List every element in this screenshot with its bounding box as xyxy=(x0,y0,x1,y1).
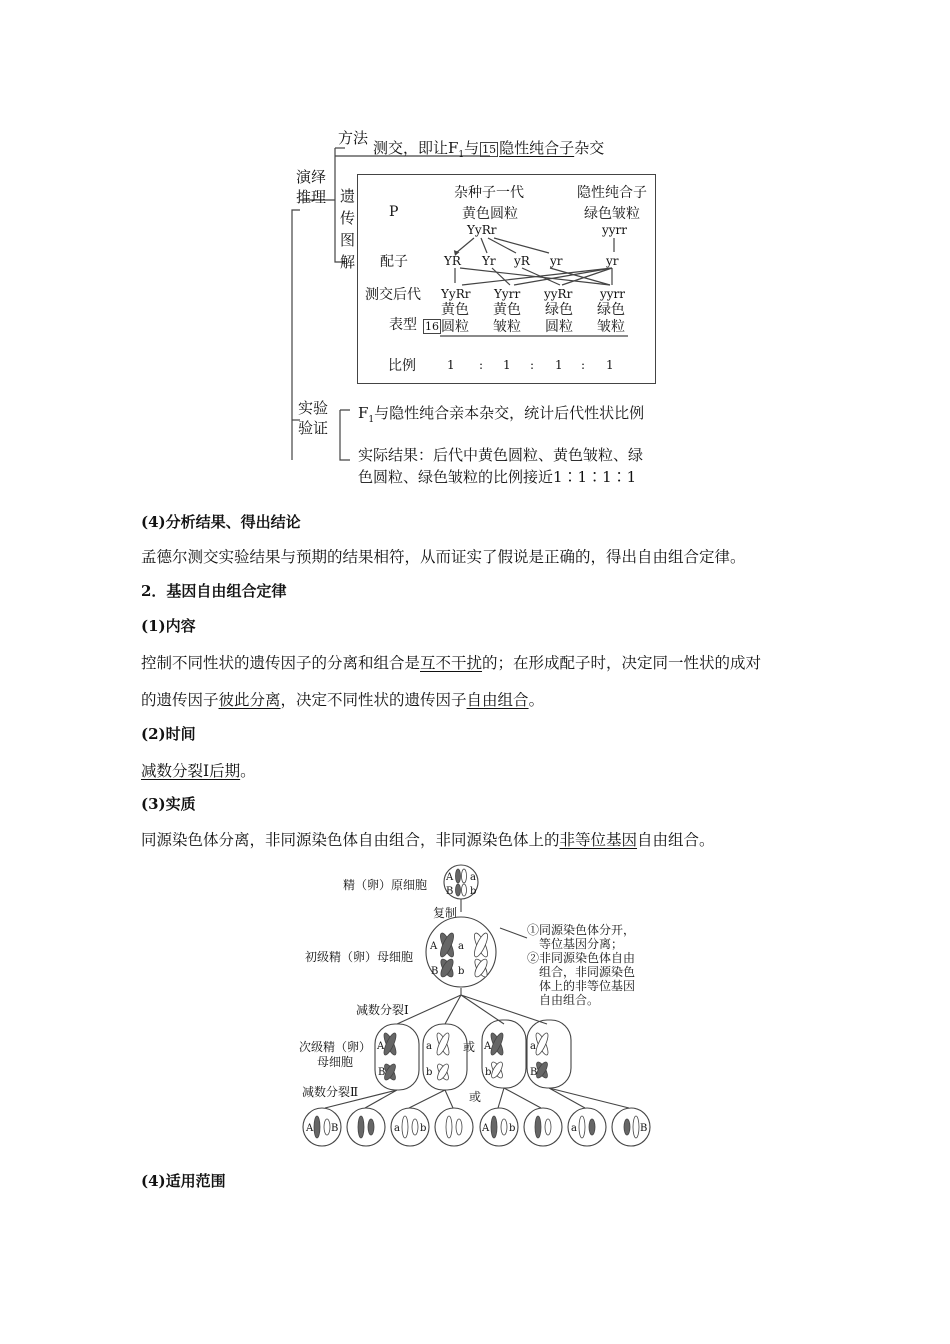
secondary-cell xyxy=(423,1024,467,1090)
meiosis2-label: 减数分裂Ⅱ xyxy=(302,1085,359,1099)
paragraph-time: 减数分裂Ⅰ后期。 xyxy=(141,762,256,780)
header-hybrid: 杂种子一代 xyxy=(454,185,524,201)
answer-blank: 非等位基因 xyxy=(559,831,638,849)
offspring-label: 测交后代 xyxy=(365,287,421,303)
gene-label: a xyxy=(458,941,464,952)
phenotype-label: 表型 xyxy=(389,317,417,333)
method-text: 测交，即让$F_1$与 15 隐性纯合子杂交 xyxy=(373,139,605,160)
ratio-sep: : xyxy=(479,358,484,372)
gamete-recessive: yr xyxy=(606,254,619,268)
gamete-label: 配子 xyxy=(380,254,408,270)
heading-law: 2．基因自由组合定律 xyxy=(141,582,287,600)
answer-number-15: 15 xyxy=(482,142,497,156)
gene-label: b xyxy=(426,1067,433,1078)
gene-label: B xyxy=(640,1123,648,1134)
gene-label: A xyxy=(482,1123,490,1134)
paragraph-analysis: 孟德尔测交实验结果与预期的结果相符，从而证实了假说是正确的，得出自由组合定律。 xyxy=(141,548,746,566)
paragraph-content-2: 的遗传因子彼此分离，决定不同性状的遗传因子自由组合。 xyxy=(141,691,545,709)
gene-label: B xyxy=(530,1067,538,1078)
p-right-genotype: yyrr xyxy=(602,223,628,237)
replicate-label: 复制 xyxy=(433,906,458,920)
answer-number-16: 16 xyxy=(425,320,439,333)
gene-label: b xyxy=(485,1067,492,1078)
gene-label: B xyxy=(378,1067,386,1078)
gamete: yR xyxy=(514,254,530,268)
verify-line-2: 实际结果：后代中黄色圆粒、黄色皱粒、绿 xyxy=(358,446,644,464)
phenotype: 黄色 圆粒 xyxy=(441,302,469,335)
gene-label: a xyxy=(394,1123,400,1134)
heading-analysis: (4)分析结果、得出结论 xyxy=(141,513,301,531)
ratio-value: 1 xyxy=(555,358,563,372)
p-left-genotype: YyRr xyxy=(467,223,497,237)
p-label: P xyxy=(389,204,399,220)
gene-label: b xyxy=(470,886,477,897)
gene-label: A xyxy=(430,941,438,952)
offspring-genotype: yyrr xyxy=(600,287,626,301)
secondary-cell xyxy=(375,1024,419,1090)
ratio-label: 比例 xyxy=(388,358,416,374)
ratio-value: 1 xyxy=(503,358,511,372)
heading-content: (1)内容 xyxy=(141,617,196,635)
meiosis-note: ①同源染色体分开， 等位基因分离； ②非同源染色体自由 组合，非同源染色 体上的非等位基因 自由组合。 xyxy=(527,923,636,1007)
gene-label: A xyxy=(306,1123,314,1134)
verify-line-1: $F_1$与隐性纯合亲本杂交，统计后代性状比例 xyxy=(358,404,645,425)
method-label: 方法 xyxy=(338,129,369,147)
answer-blank: 减数分裂Ⅰ后期 xyxy=(141,762,241,780)
gene-label: a xyxy=(426,1041,432,1052)
gene-label: B xyxy=(331,1123,339,1134)
verify-line-3: 色圆粒、绿色皱粒的比例接近1∶1∶1∶1 xyxy=(358,468,637,486)
or-label: 或 xyxy=(469,1090,482,1104)
answer-blank: 彼此分离 xyxy=(218,691,281,709)
p-right-phenotype: 绿色皱粒 xyxy=(584,206,640,222)
gene-label: a xyxy=(470,872,476,883)
or-label: 或 xyxy=(463,1040,476,1054)
gene-label: b xyxy=(420,1123,427,1134)
primary-label: 初级精（卵）母细胞 xyxy=(305,950,414,964)
phenotype: 绿色 皱粒 xyxy=(597,302,625,335)
gene-label: B xyxy=(446,886,454,897)
ratio-sep: : xyxy=(530,358,535,372)
answer-blank: 互不干扰 xyxy=(420,654,483,672)
gene-label: b xyxy=(458,966,465,977)
ratio-value: 1 xyxy=(606,358,614,372)
ratio-value: 1 xyxy=(447,358,455,372)
offspring-genotype: YyRr xyxy=(441,287,471,301)
branch-deductive: 演绎 推理 xyxy=(296,168,327,206)
paragraph-essence: 同源染色体分离，非同源染色体自由组合，非同源染色体上的非等位基因自由组合。 xyxy=(141,831,715,849)
phenotype: 黄色 皱粒 xyxy=(493,302,521,335)
gene-label: a xyxy=(530,1041,536,1052)
gamete: Yr xyxy=(482,254,496,268)
primordial-label: 精（卵）原细胞 xyxy=(343,878,428,892)
offspring-genotype: yyRr xyxy=(544,287,573,301)
offspring-genotype: Yyrr xyxy=(494,287,521,301)
gene-label: A xyxy=(446,872,454,883)
gene-label: b xyxy=(509,1123,516,1134)
gene-label: A xyxy=(484,1041,492,1052)
meiosis1-label: 减数分裂Ⅰ xyxy=(356,1003,409,1017)
gene-label: B xyxy=(431,966,439,977)
heading-time: (2)时间 xyxy=(141,725,196,743)
heading-essence: (3)实质 xyxy=(141,795,196,813)
gene-label: a xyxy=(571,1123,577,1134)
secondary-label: 次级精（卵） 母细胞 xyxy=(299,1040,372,1069)
heading-scope: (4)适用范围 xyxy=(141,1172,226,1190)
answer-blank: 自由组合 xyxy=(466,691,529,709)
header-recessive: 隐性纯合子 xyxy=(577,185,647,201)
diagram-label: 遗 传 图 解 xyxy=(340,187,356,271)
ratio-sep: : xyxy=(581,358,586,372)
paragraph-content-1: 控制不同性状的遗传因子的分离和组合是互不干扰的；在形成配子时，决定同一性状的成对 xyxy=(141,654,762,672)
gamete: yr xyxy=(550,254,563,268)
phenotype: 绿色 圆粒 xyxy=(545,302,573,335)
p-left-phenotype: 黄色圆粒 xyxy=(462,206,518,222)
gamete: YR xyxy=(444,254,461,268)
branch-verify: 实验 验证 xyxy=(298,399,329,437)
gene-label: A xyxy=(377,1041,385,1052)
